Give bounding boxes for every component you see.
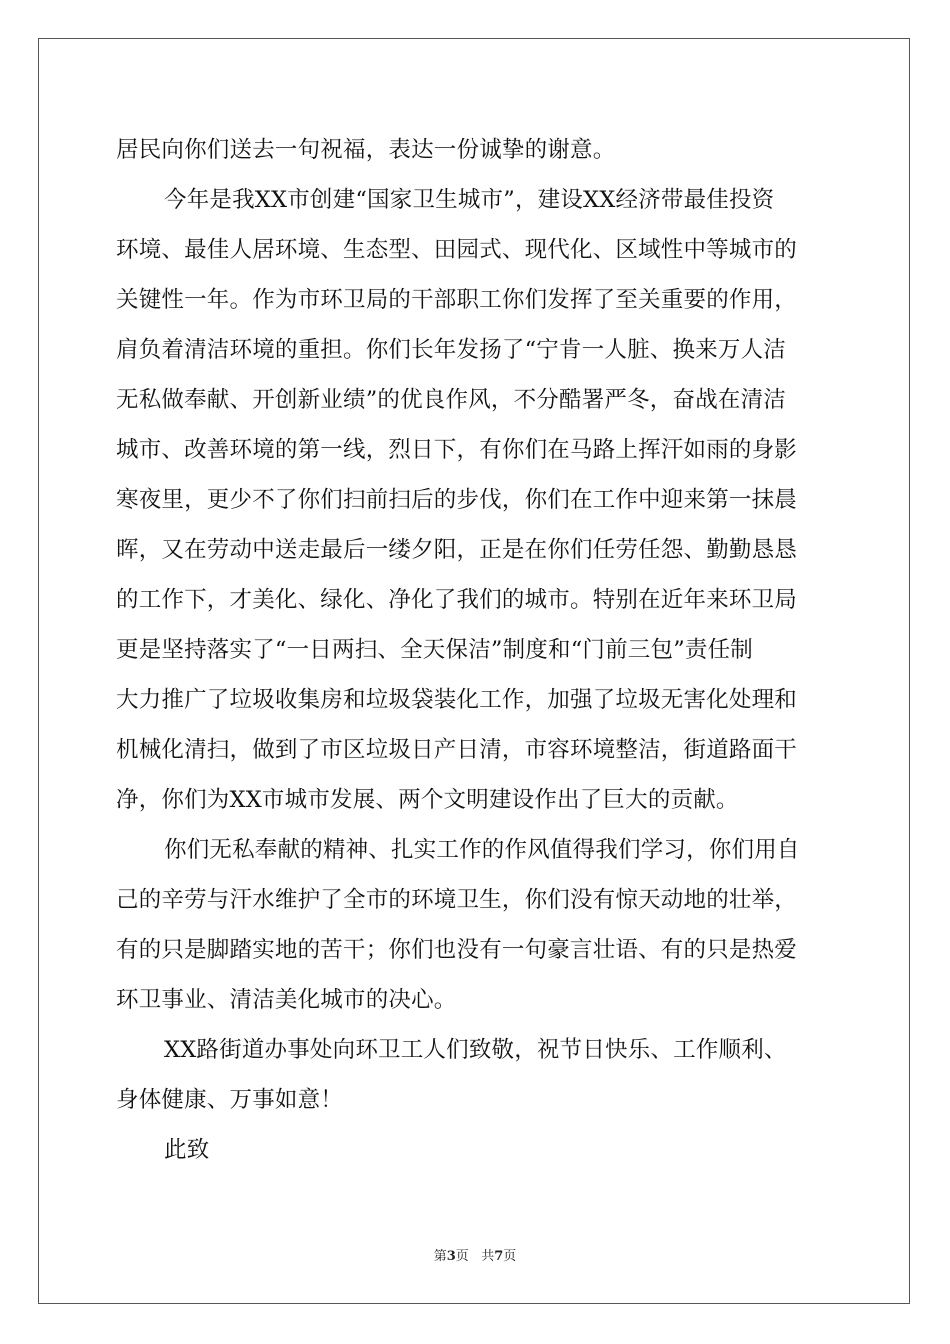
text-line: 城市、改善环境的第一线，烈日下，有你们在马路上挥汗如雨的身影 <box>116 437 798 463</box>
page-number-footer <box>0 1249 950 1265</box>
closing-salutation: 此致 <box>164 1137 210 1163</box>
paragraph-start-line: 你们无私奉献的精神、扎实工作的作风值得我们学习，你们用自 <box>164 837 800 863</box>
total-page-count: 7 <box>494 1249 504 1264</box>
text-line: 己的辛劳与汗水维护了全市的环境卫生，你们没有惊天动地的壮举， <box>116 887 798 913</box>
footer-prefix: 第 <box>433 1249 447 1264</box>
text-line: 的工作下，才美化、绿化、净化了我们的城市。特别在近年来环卫局 <box>116 587 798 613</box>
letter-body <box>116 125 836 1175</box>
text-line: 肩负着清洁环境的重担。你们长年发扬了“宁肯一人脏、换来万人洁 <box>116 337 787 363</box>
paragraph-start-line: 今年是我XX市创建“国家卫生城市”，建设XX经济带最佳投资 <box>164 187 775 213</box>
footer-total-prefix: 共 <box>481 1249 495 1264</box>
text-line: 居民向你们送去一句祝福，表达一份诚挚的谢意。 <box>116 137 616 163</box>
footer-page-word: 页 <box>455 1249 469 1264</box>
text-line: 晖，又在劳动中送走最后一缕夕阳，正是在你们任劳任怨、勤勤恳恳 <box>116 537 798 563</box>
text-line: 环卫事业、清洁美化城市的决心。 <box>116 987 457 1013</box>
text-line: 有的只是脚踏实地的苦干；你们也没有一句豪言壮语、有的只是热爱 <box>116 937 798 963</box>
text-line: 身体健康、万事如意！ <box>116 1087 344 1113</box>
text-line: 环境、最佳人居环境、生态型、田园式、现代化、区域性中等城市的 <box>116 237 798 263</box>
text-line: 寒夜里，更少不了你们扫前扫后的步伐，你们在工作中迎来第一抹晨 <box>116 487 798 513</box>
text-line: 大力推广了垃圾收集房和垃圾袋装化工作，加强了垃圾无害化处理和 <box>116 687 798 713</box>
paragraph-start-line: XX路街道办事处向环卫工人们致敬，祝节日快乐、工作顺利、 <box>164 1037 787 1063</box>
footer-total-suffix: 页 <box>503 1249 517 1264</box>
text-line: 更是坚持落实了“一日两扫、全天保洁”制度和“门前三包”责任制 <box>116 637 754 663</box>
text-line: 关键性一年。作为市环卫局的干部职工你们发挥了至关重要的作用， <box>116 287 798 313</box>
text-line: 无私做奉献、开创新业绩”的优良作风，不分酷署严冬，奋战在清洁 <box>116 387 787 413</box>
text-line: 机械化清扫，做到了市区垃圾日产日清，市容环境整洁，街道路面干 <box>116 737 798 763</box>
current-page-number: 3 <box>446 1249 456 1264</box>
text-line: 净，你们为XX市城市发展、两个文明建设作出了巨大的贡献。 <box>116 787 739 813</box>
